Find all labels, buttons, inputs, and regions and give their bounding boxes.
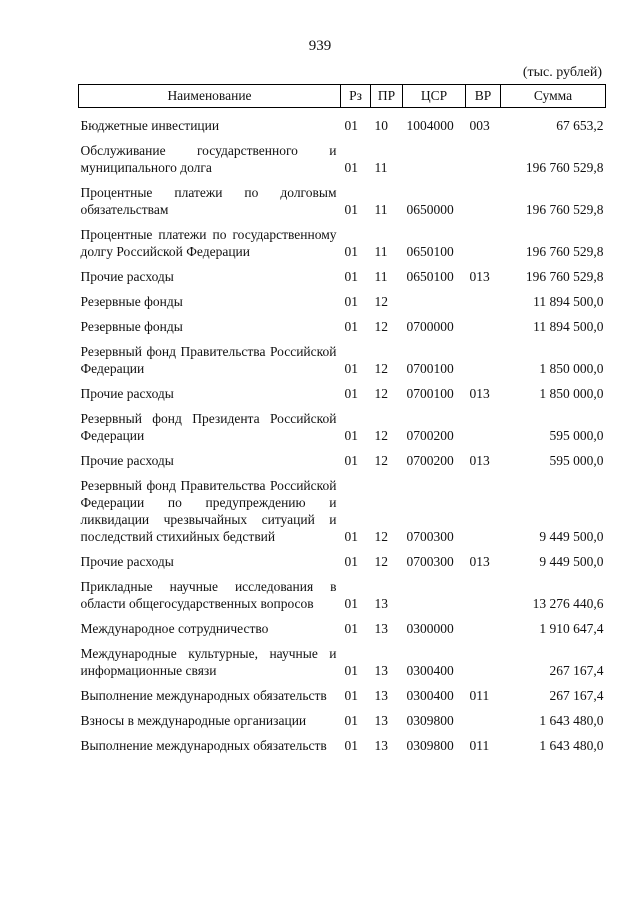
table-row (79, 613, 606, 638)
cell-vr: 013 (469, 269, 490, 284)
cell-csr: 0700100 (406, 361, 454, 376)
cell-vr (466, 311, 501, 336)
cell-vr: 011 (469, 738, 490, 753)
cell-sum: 196 760 529,8 (525, 244, 604, 259)
cell-csr: 0650100 (406, 269, 454, 284)
cell-pr: 12 (374, 361, 388, 376)
cell-name: Бюджетные инвестиции (80, 118, 220, 133)
cell-rz: 01 (344, 269, 358, 284)
cell-csr (403, 286, 466, 311)
cell-name: Обслуживание государственного и муниципального долга (80, 143, 337, 175)
cell-csr: 0650100 (406, 244, 454, 259)
cell-csr: 0300000 (406, 621, 454, 636)
table-row (79, 261, 606, 286)
cell-pr: 13 (374, 688, 388, 703)
cell-name: Прочие расходы (80, 386, 174, 401)
cell-sum: 9 449 500,0 (539, 529, 604, 544)
cell-csr: 0300400 (406, 688, 454, 703)
table-row (79, 730, 606, 755)
cell-sum: 196 760 529,8 (525, 202, 604, 217)
cell-name: Резервный фонд Президента Российской Федерации (80, 411, 337, 443)
cell-csr (403, 135, 466, 177)
cell-pr: 13 (374, 738, 388, 753)
cell-csr: 0700200 (406, 428, 454, 443)
cell-pr: 12 (374, 529, 388, 544)
cell-sum: 67 653,2 (556, 118, 604, 133)
cell-rz: 01 (344, 738, 358, 753)
cell-vr (466, 177, 501, 219)
cell-sum: 1 643 480,0 (539, 713, 604, 728)
cell-name: Международное сотрудничество (80, 621, 269, 636)
cell-vr (466, 571, 501, 613)
cell-rz: 01 (344, 453, 358, 468)
cell-sum: 11 894 500,0 (533, 294, 604, 309)
cell-csr: 0700300 (406, 554, 454, 569)
cell-pr: 12 (374, 294, 388, 309)
cell-rz: 01 (344, 294, 358, 309)
cell-name: Резервные фонды (80, 319, 183, 334)
cell-csr (403, 571, 466, 613)
table-body (79, 108, 606, 756)
table-row (79, 177, 606, 219)
cell-rz: 01 (344, 361, 358, 376)
cell-rz: 01 (344, 596, 358, 611)
cell-csr: 0309800 (406, 713, 454, 728)
cell-rz: 01 (344, 529, 358, 544)
cell-sum: 595 000,0 (549, 428, 604, 443)
cell-sum: 9 449 500,0 (539, 554, 604, 569)
table-row (79, 680, 606, 705)
cell-rz: 01 (344, 428, 358, 443)
header-csr: ЦСР (403, 85, 466, 108)
cell-pr: 13 (374, 663, 388, 678)
cell-rz: 01 (344, 386, 358, 401)
cell-pr: 12 (374, 386, 388, 401)
cell-rz: 01 (344, 244, 358, 259)
table-row (79, 571, 606, 613)
cell-vr: 013 (469, 386, 490, 401)
cell-pr: 11 (374, 160, 388, 175)
header-vr: ВР (466, 85, 501, 108)
cell-sum: 267 167,4 (549, 663, 604, 678)
cell-sum: 1 850 000,0 (539, 361, 604, 376)
cell-pr: 11 (374, 244, 388, 259)
cell-vr (466, 705, 501, 730)
cell-name: Прочие расходы (80, 453, 174, 468)
cell-sum: 1 910 647,4 (539, 621, 604, 636)
cell-name: Выполнение международных обязательств (80, 738, 327, 753)
cell-vr: 011 (469, 688, 490, 703)
cell-pr: 13 (374, 621, 388, 636)
cell-rz: 01 (344, 713, 358, 728)
page-number: 939 (308, 38, 332, 54)
cell-rz: 01 (344, 663, 358, 678)
cell-name: Прочие расходы (80, 554, 174, 569)
cell-vr (466, 638, 501, 680)
cell-csr: 0700300 (406, 529, 454, 544)
table-row (79, 638, 606, 680)
cell-pr: 11 (374, 202, 388, 217)
table-row (79, 108, 606, 136)
table-row (79, 286, 606, 311)
cell-name: Выполнение международных обязательств (80, 688, 327, 703)
cell-sum: 267 167,4 (549, 688, 604, 703)
cell-vr: 013 (469, 453, 490, 468)
cell-vr (466, 613, 501, 638)
cell-vr: 013 (469, 554, 490, 569)
cell-pr: 12 (374, 319, 388, 334)
cell-vr (466, 470, 501, 546)
table-row (79, 219, 606, 261)
cell-rz: 01 (344, 319, 358, 334)
cell-sum: 595 000,0 (549, 453, 604, 468)
cell-csr: 0300400 (406, 663, 454, 678)
cell-name: Процентные платежи по долговым обязательствам (80, 185, 337, 217)
cell-pr: 11 (374, 269, 388, 284)
table-row (79, 378, 606, 403)
table-row (79, 336, 606, 378)
cell-csr: 0700000 (406, 319, 454, 334)
cell-pr: 13 (374, 596, 388, 611)
table-row (79, 311, 606, 336)
cell-sum: 11 894 500,0 (533, 319, 604, 334)
cell-rz: 01 (344, 160, 358, 175)
cell-sum: 13 276 440,6 (532, 596, 604, 611)
cell-vr (466, 135, 501, 177)
cell-rz: 01 (344, 688, 358, 703)
cell-name: Прикладные научные исследования в области общегосударственных вопросов (80, 579, 337, 611)
table-row (79, 135, 606, 177)
cell-pr: 12 (374, 554, 388, 569)
cell-pr: 10 (374, 118, 388, 133)
cell-csr: 0700200 (406, 453, 454, 468)
table-header-row (79, 85, 606, 108)
cell-vr (466, 286, 501, 311)
cell-rz: 01 (344, 118, 358, 133)
table-row (79, 470, 606, 546)
cell-sum: 1 850 000,0 (539, 386, 604, 401)
cell-name: Взносы в международные организации (80, 713, 307, 728)
table-row (79, 546, 606, 571)
cell-sum: 196 760 529,8 (525, 269, 604, 284)
cell-name: Резервный фонд Правительства Российской Федерации (80, 344, 337, 376)
header-name: Наименование (79, 85, 341, 108)
cell-name: Резервный фонд Правительства Российской Федерации по предупреждению и ликвидации чрезвычайных ситуаций и последствий стихийных бедствий (80, 478, 337, 544)
cell-csr: 0700100 (406, 386, 454, 401)
cell-csr: 1004000 (406, 118, 454, 133)
cell-name: Резервные фонды (80, 294, 183, 309)
cell-csr: 0650000 (406, 202, 454, 217)
cell-vr: 003 (469, 118, 490, 133)
cell-vr (466, 219, 501, 261)
cell-vr (466, 403, 501, 445)
cell-rz: 01 (344, 554, 358, 569)
header-sum: Сумма (501, 85, 606, 108)
cell-sum: 196 760 529,8 (525, 160, 604, 175)
units-label: (тыс. рублей) (522, 65, 602, 80)
cell-name: Международные культурные, научные и информационные связи (80, 646, 337, 678)
header-rz: Рз (341, 85, 371, 108)
cell-pr: 12 (374, 428, 388, 443)
cell-pr: 12 (374, 453, 388, 468)
cell-sum: 1 643 480,0 (539, 738, 604, 753)
cell-rz: 01 (344, 202, 358, 217)
cell-vr (466, 336, 501, 378)
cell-rz: 01 (344, 621, 358, 636)
budget-table (78, 84, 606, 755)
cell-name: Прочие расходы (80, 269, 174, 284)
cell-name: Процентные платежи по государственному долгу Российской Федерации (80, 227, 337, 259)
table-row (79, 705, 606, 730)
table-row (79, 403, 606, 445)
header-pr: ПР (371, 85, 403, 108)
cell-pr: 13 (374, 713, 388, 728)
table-row (79, 445, 606, 470)
cell-csr: 0309800 (406, 738, 454, 753)
